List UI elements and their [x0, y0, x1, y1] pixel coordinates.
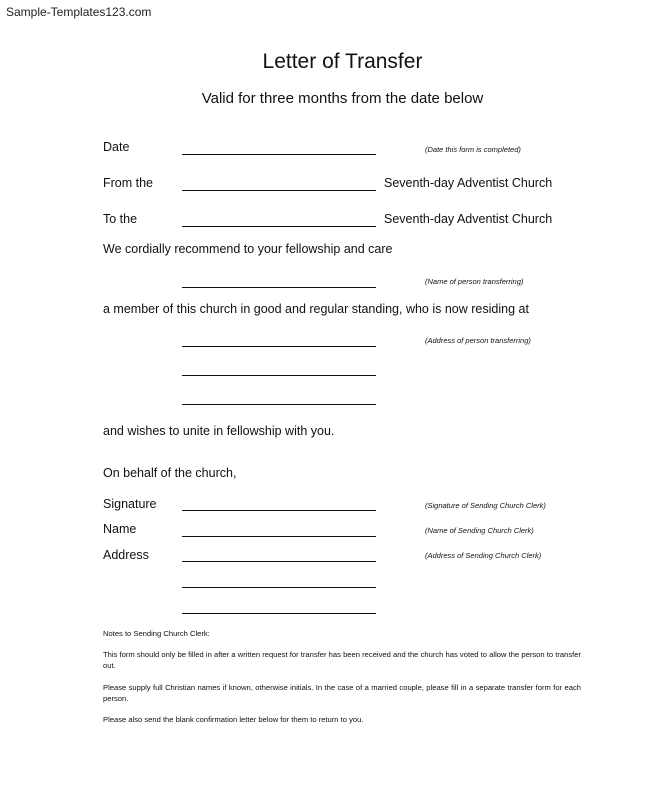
- to-label: To the: [103, 212, 138, 226]
- document-title: Letter of Transfer: [262, 50, 423, 73]
- recommend-paragraph: We cordially recommend to your fellowship and care: [103, 242, 393, 256]
- document-subtitle: Valid for three months from the date below: [201, 90, 484, 107]
- date-label: Date: [103, 140, 130, 154]
- notes-heading: Notes to Sending Church Clerk:: [103, 629, 210, 638]
- person-address-line-3[interactable]: [182, 404, 376, 405]
- clerk-address-line-2[interactable]: [182, 587, 376, 588]
- clerk-address-line-3[interactable]: [182, 613, 376, 614]
- note-2: Please supply full Christian names if known, otherwise initials. In the case of a married couple, please fill in a separate transfer form for each person.: [103, 683, 581, 703]
- name-note: (Name of Sending Church Clerk): [425, 526, 534, 535]
- to-church-field-line[interactable]: [182, 226, 376, 227]
- from-church-suffix: Seventh-day Adventist Church: [384, 176, 553, 190]
- to-church-suffix: Seventh-day Adventist Church: [384, 212, 553, 226]
- behalf-paragraph: On behalf of the church,: [103, 466, 237, 480]
- signature-field-line[interactable]: [182, 510, 376, 511]
- member-paragraph: a member of this church in good and regular standing, who is now residing at: [103, 302, 529, 316]
- name-label: Name: [103, 522, 137, 536]
- signature-note: (Signature of Sending Church Clerk): [425, 501, 546, 510]
- person-name-field-line[interactable]: [182, 287, 376, 288]
- person-address-note: (Address of person transferring): [425, 336, 531, 345]
- clerk-address-note: (Address of Sending Church Clerk): [425, 551, 542, 560]
- note-3: Please also send the blank confirmation letter below for them to return to you.: [103, 715, 364, 724]
- date-note: (Date this form is completed): [425, 145, 521, 154]
- address-label: Address: [103, 548, 149, 562]
- person-address-line-1[interactable]: [182, 346, 376, 347]
- unite-paragraph: and wishes to unite in fellowship with you.: [103, 424, 335, 438]
- clerk-address-line-1[interactable]: [182, 561, 376, 562]
- from-church-field-line[interactable]: [182, 190, 376, 191]
- person-address-line-2[interactable]: [182, 375, 376, 376]
- note-1: This form should only be filled in after a written request for transfer has been received and the church has voted to allow the person to transfer out.: [103, 650, 581, 670]
- signature-label: Signature: [103, 497, 157, 511]
- person-name-note: (Name of person transferring): [425, 277, 524, 286]
- site-watermark: Sample-Templates123.com: [6, 5, 152, 19]
- from-label: From the: [103, 176, 154, 190]
- name-field-line[interactable]: [182, 536, 376, 537]
- date-field-line[interactable]: [182, 154, 376, 155]
